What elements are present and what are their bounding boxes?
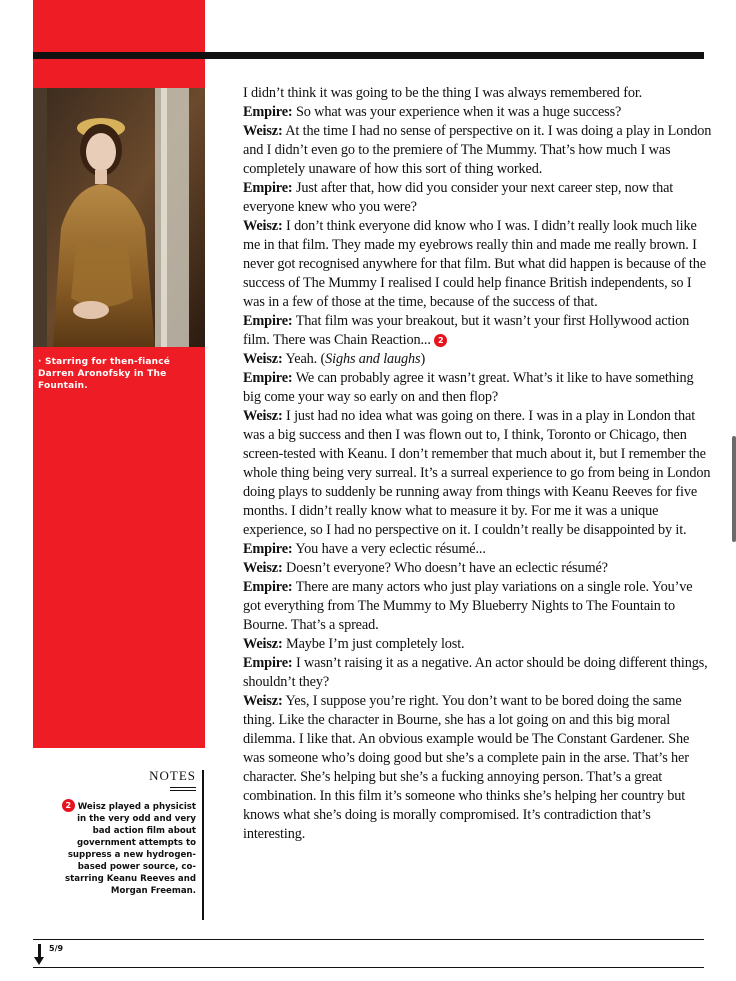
top-rule: [33, 52, 704, 59]
paragraph-text: Maybe I’m just completely lost.: [286, 636, 465, 652]
article-paragraph: [243, 217, 713, 312]
paragraph-text: Yeah.: [285, 351, 318, 367]
article-paragraph: [243, 540, 713, 559]
speaker-label: Weisz:: [243, 408, 283, 424]
speaker-label: Empire:: [243, 370, 293, 386]
speaker-label: Empire:: [243, 579, 293, 595]
paragraph-text: I don’t think everyone did know who I was. I didn’t really look much like me in that film. They made my eyebrows really thin and made me really brown. I never got recognised anywhere for that film. But what did happen is because of the success of The Mummy I realised I could help finance British independents, so I was in a few of those at the time, because of the success of that.: [243, 218, 706, 310]
paragraph-text: I didn’t think it was going to be the thing I was always remembered for.: [243, 85, 643, 101]
paragraph-text: I just had no idea what was going on there. I was in a play in London that was a big success and then I was flown out to, I think, Toronto or Chicago, then screen-tested with Keanu. I don’t remember that much about it, but I remember the whole thing being very surreal. It’s a surreal experience to go from being in London doing plays to suddenly be running away from things with Keanu Reeves for five months. I didn’t really know what to measure it by. For me it was a unique experience, so I had no perspective on it. I couldn’t really be disappointed by it.: [243, 408, 711, 538]
article-paragraph: [243, 103, 713, 122]
down-arrow-icon[interactable]: [34, 944, 44, 966]
page-number: 5/9: [49, 944, 64, 953]
notes-text: [60, 799, 204, 897]
paragraph-text: Doesn’t everyone? Who doesn’t have an eclectic résumé?: [286, 560, 608, 576]
speaker-label: Weisz:: [243, 693, 283, 709]
article-paragraph: [243, 559, 713, 578]
article-paragraph: [243, 179, 713, 217]
footnote-number-badge: 2: [62, 799, 75, 812]
speaker-label: Empire:: [243, 180, 293, 196]
speaker-label: Weisz:: [243, 560, 283, 576]
film-still-photo: [33, 88, 205, 347]
bottom-rule: [33, 939, 704, 940]
notes-text-body: Weisz played a physicist in the very odd and very bad action film about government attempts to suppress a new hydrogen-based power source, co-starring Keanu Reeves and Morgan Freeman.: [65, 802, 196, 896]
notes-heading-rules: [170, 787, 196, 791]
notes-heading: NOTES: [149, 768, 196, 783]
notes-box: [60, 768, 204, 897]
footnote-marker-badge[interactable]: 2: [434, 334, 447, 347]
paragraph-text: You have a very eclectic résumé...: [295, 541, 486, 557]
speaker-label: Weisz:: [243, 218, 283, 234]
photo-caption: · Starring for then-fiancé Darren Aronofsky in The Fountain.: [38, 357, 171, 391]
bottom-rule-lower: [33, 967, 704, 968]
notes-vertical-rule: [202, 770, 204, 920]
article-paragraph: [243, 122, 713, 179]
scrollbar[interactable]: [732, 436, 736, 542]
article-paragraph: [243, 369, 713, 407]
paragraph-text: At the time I had no sense of perspective on it. I was doing a play in London and I didn’t even go to the premiere of The Mummy. That’s how much I was completely unaware of how this sort of thing worked.: [243, 123, 712, 177]
speaker-label: Empire:: [243, 655, 293, 671]
speaker-label: Weisz:: [243, 123, 283, 139]
paragraph-text: So what was your experience when it was a huge success?: [295, 104, 622, 120]
article-paragraph: [243, 635, 713, 654]
red-header-block: [33, 0, 205, 88]
speaker-label: Empire:: [243, 313, 293, 329]
paragraph-text: We can probably agree it wasn’t great. What’s it like to have something big come your way so early on and then flop?: [243, 370, 694, 405]
speaker-label: Empire:: [243, 541, 293, 557]
speaker-label: Weisz:: [243, 351, 283, 367]
article-paragraph: [243, 84, 713, 103]
stage-direction: Sighs and laughs: [325, 351, 421, 367]
paragraph-text: Yes, I suppose you’re right. You don’t want to be bored doing the same thing. Like the character in Bourne, she has a lot going on and this big moral dilemma. I like that. An obvious example would be The Constant Gardener. She was someone who’s doing good but she’s a complete pain in the arse. That’s her character. She’s helping but she’s a fucking annoying person. That’s a great combination. In this film it’s someone who thinks she’s helping her country but knows what she’s doing is morally compromised. It’s contradiction that’s interesting.: [243, 693, 690, 842]
article-paragraph: Weisz: Yeah. (Sighs and laughs): [243, 351, 426, 367]
interview-article: [243, 84, 713, 844]
speaker-label: Weisz:: [243, 636, 283, 652]
article-paragraph: [243, 578, 713, 635]
article-paragraph: [243, 407, 713, 540]
paragraph-text: There are many actors who just play variations on a single role. You’ve got everything from The Mummy to My Blueberry Nights to The Fountain to Bourne. That’s a spread.: [243, 579, 693, 633]
paragraph-text: I wasn’t raising it as a negative. An actor should be doing different things, shouldn’t they?: [243, 655, 708, 690]
portrait-illustration: [33, 88, 205, 347]
article-paragraph: [243, 312, 713, 350]
paragraph-text: Just after that, how did you consider your next career step, now that everyone knew who you were?: [243, 180, 674, 215]
article-paragraph: [243, 654, 713, 692]
paragraph-text: That film was your breakout, but it wasn’t your first Hollywood action film. There was Chain Reaction...: [243, 313, 690, 348]
article-paragraph: [243, 692, 713, 844]
speaker-label: Empire:: [243, 104, 293, 120]
